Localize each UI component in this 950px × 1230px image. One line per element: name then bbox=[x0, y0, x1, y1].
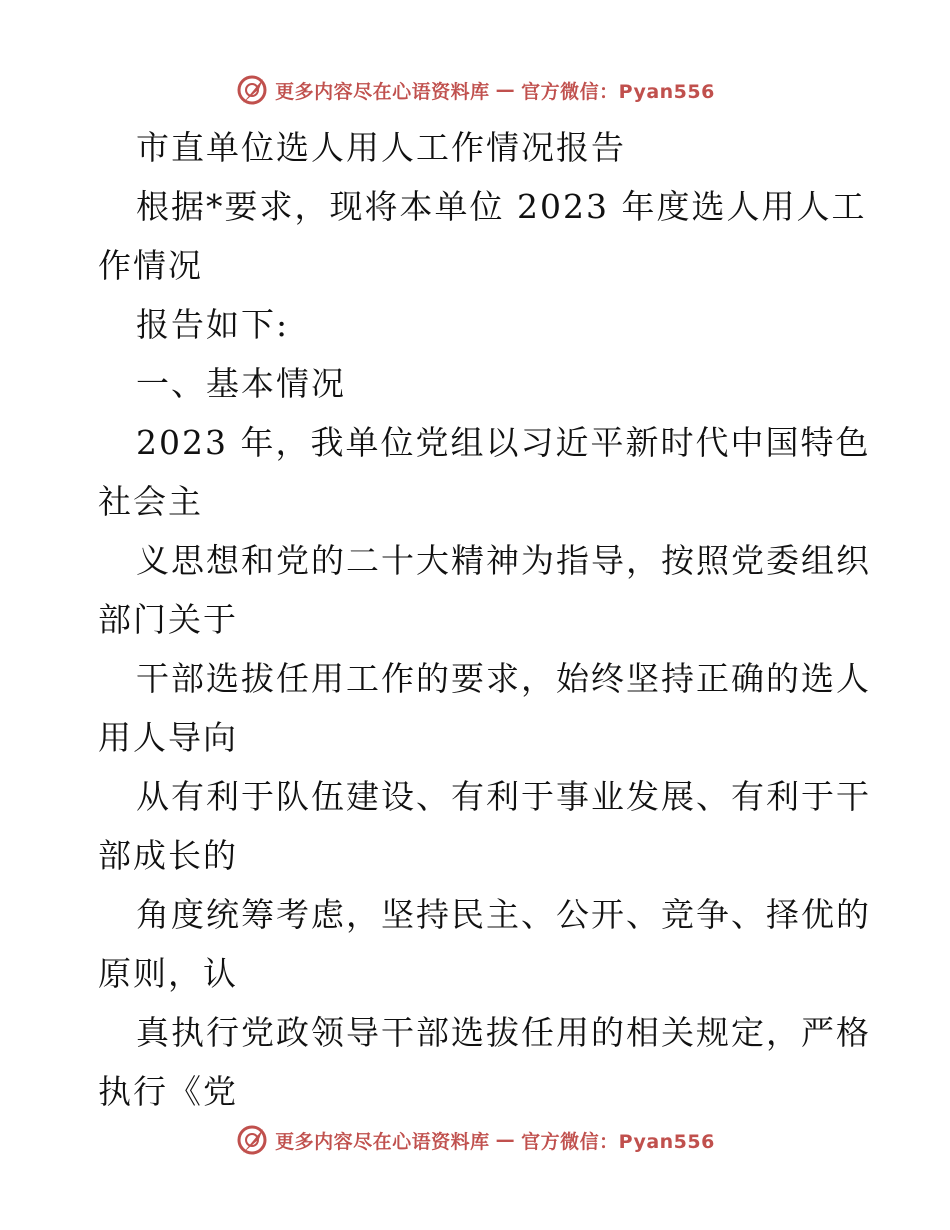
watermark-separator: — bbox=[495, 1129, 516, 1151]
document-line: 社会主 bbox=[98, 482, 203, 521]
document-line: 部门关于 bbox=[98, 600, 238, 639]
document-line: 干部选拔任用工作的要求，始终坚持正确的选人 bbox=[136, 659, 871, 698]
document-line: 作情况 bbox=[98, 246, 203, 285]
watermark-contact-text: 官方微信：Pyan556 bbox=[521, 1130, 715, 1153]
document-line: 真执行党政领导干部选拔任用的相关规定，严格 bbox=[136, 1013, 871, 1052]
document-line: 义思想和党的二十大精神为指导，按照党委组织 bbox=[136, 541, 871, 580]
document-line: 从有利于队伍建设、有利于事业发展、有利于干 bbox=[136, 777, 871, 816]
document-line: 用人导向 bbox=[98, 718, 238, 757]
watermark-main-text: 更多内容尽在心语资料库 bbox=[275, 80, 490, 103]
document-line: 执行《党 bbox=[98, 1072, 238, 1111]
watermark-header bbox=[0, 70, 950, 110]
document-line: 部成长的 bbox=[98, 836, 238, 875]
document-line: 2023 年，我单位党组以习近平新时代中国特色 bbox=[136, 423, 871, 462]
document-line: 市直单位选人用人工作情况报告 bbox=[136, 128, 626, 167]
document-line: 报告如下: bbox=[136, 305, 290, 344]
document-body bbox=[98, 118, 871, 1121]
quill-logo-icon bbox=[235, 73, 269, 107]
quill-logo-icon bbox=[235, 1123, 269, 1157]
watermark-separator: — bbox=[495, 79, 516, 101]
document-line: 原则，认 bbox=[98, 954, 238, 993]
document-line: 根据*要求，现将本单位 2023 年度选人用人工 bbox=[136, 187, 867, 226]
watermark-main-text: 更多内容尽在心语资料库 bbox=[275, 1130, 490, 1153]
watermark-footer bbox=[0, 1120, 950, 1160]
document-line: 一、基本情况 bbox=[136, 364, 346, 403]
watermark-contact-text: 官方微信：Pyan556 bbox=[521, 80, 715, 103]
document-line: 角度统筹考虑，坚持民主、公开、竞争、择优的 bbox=[136, 895, 871, 934]
